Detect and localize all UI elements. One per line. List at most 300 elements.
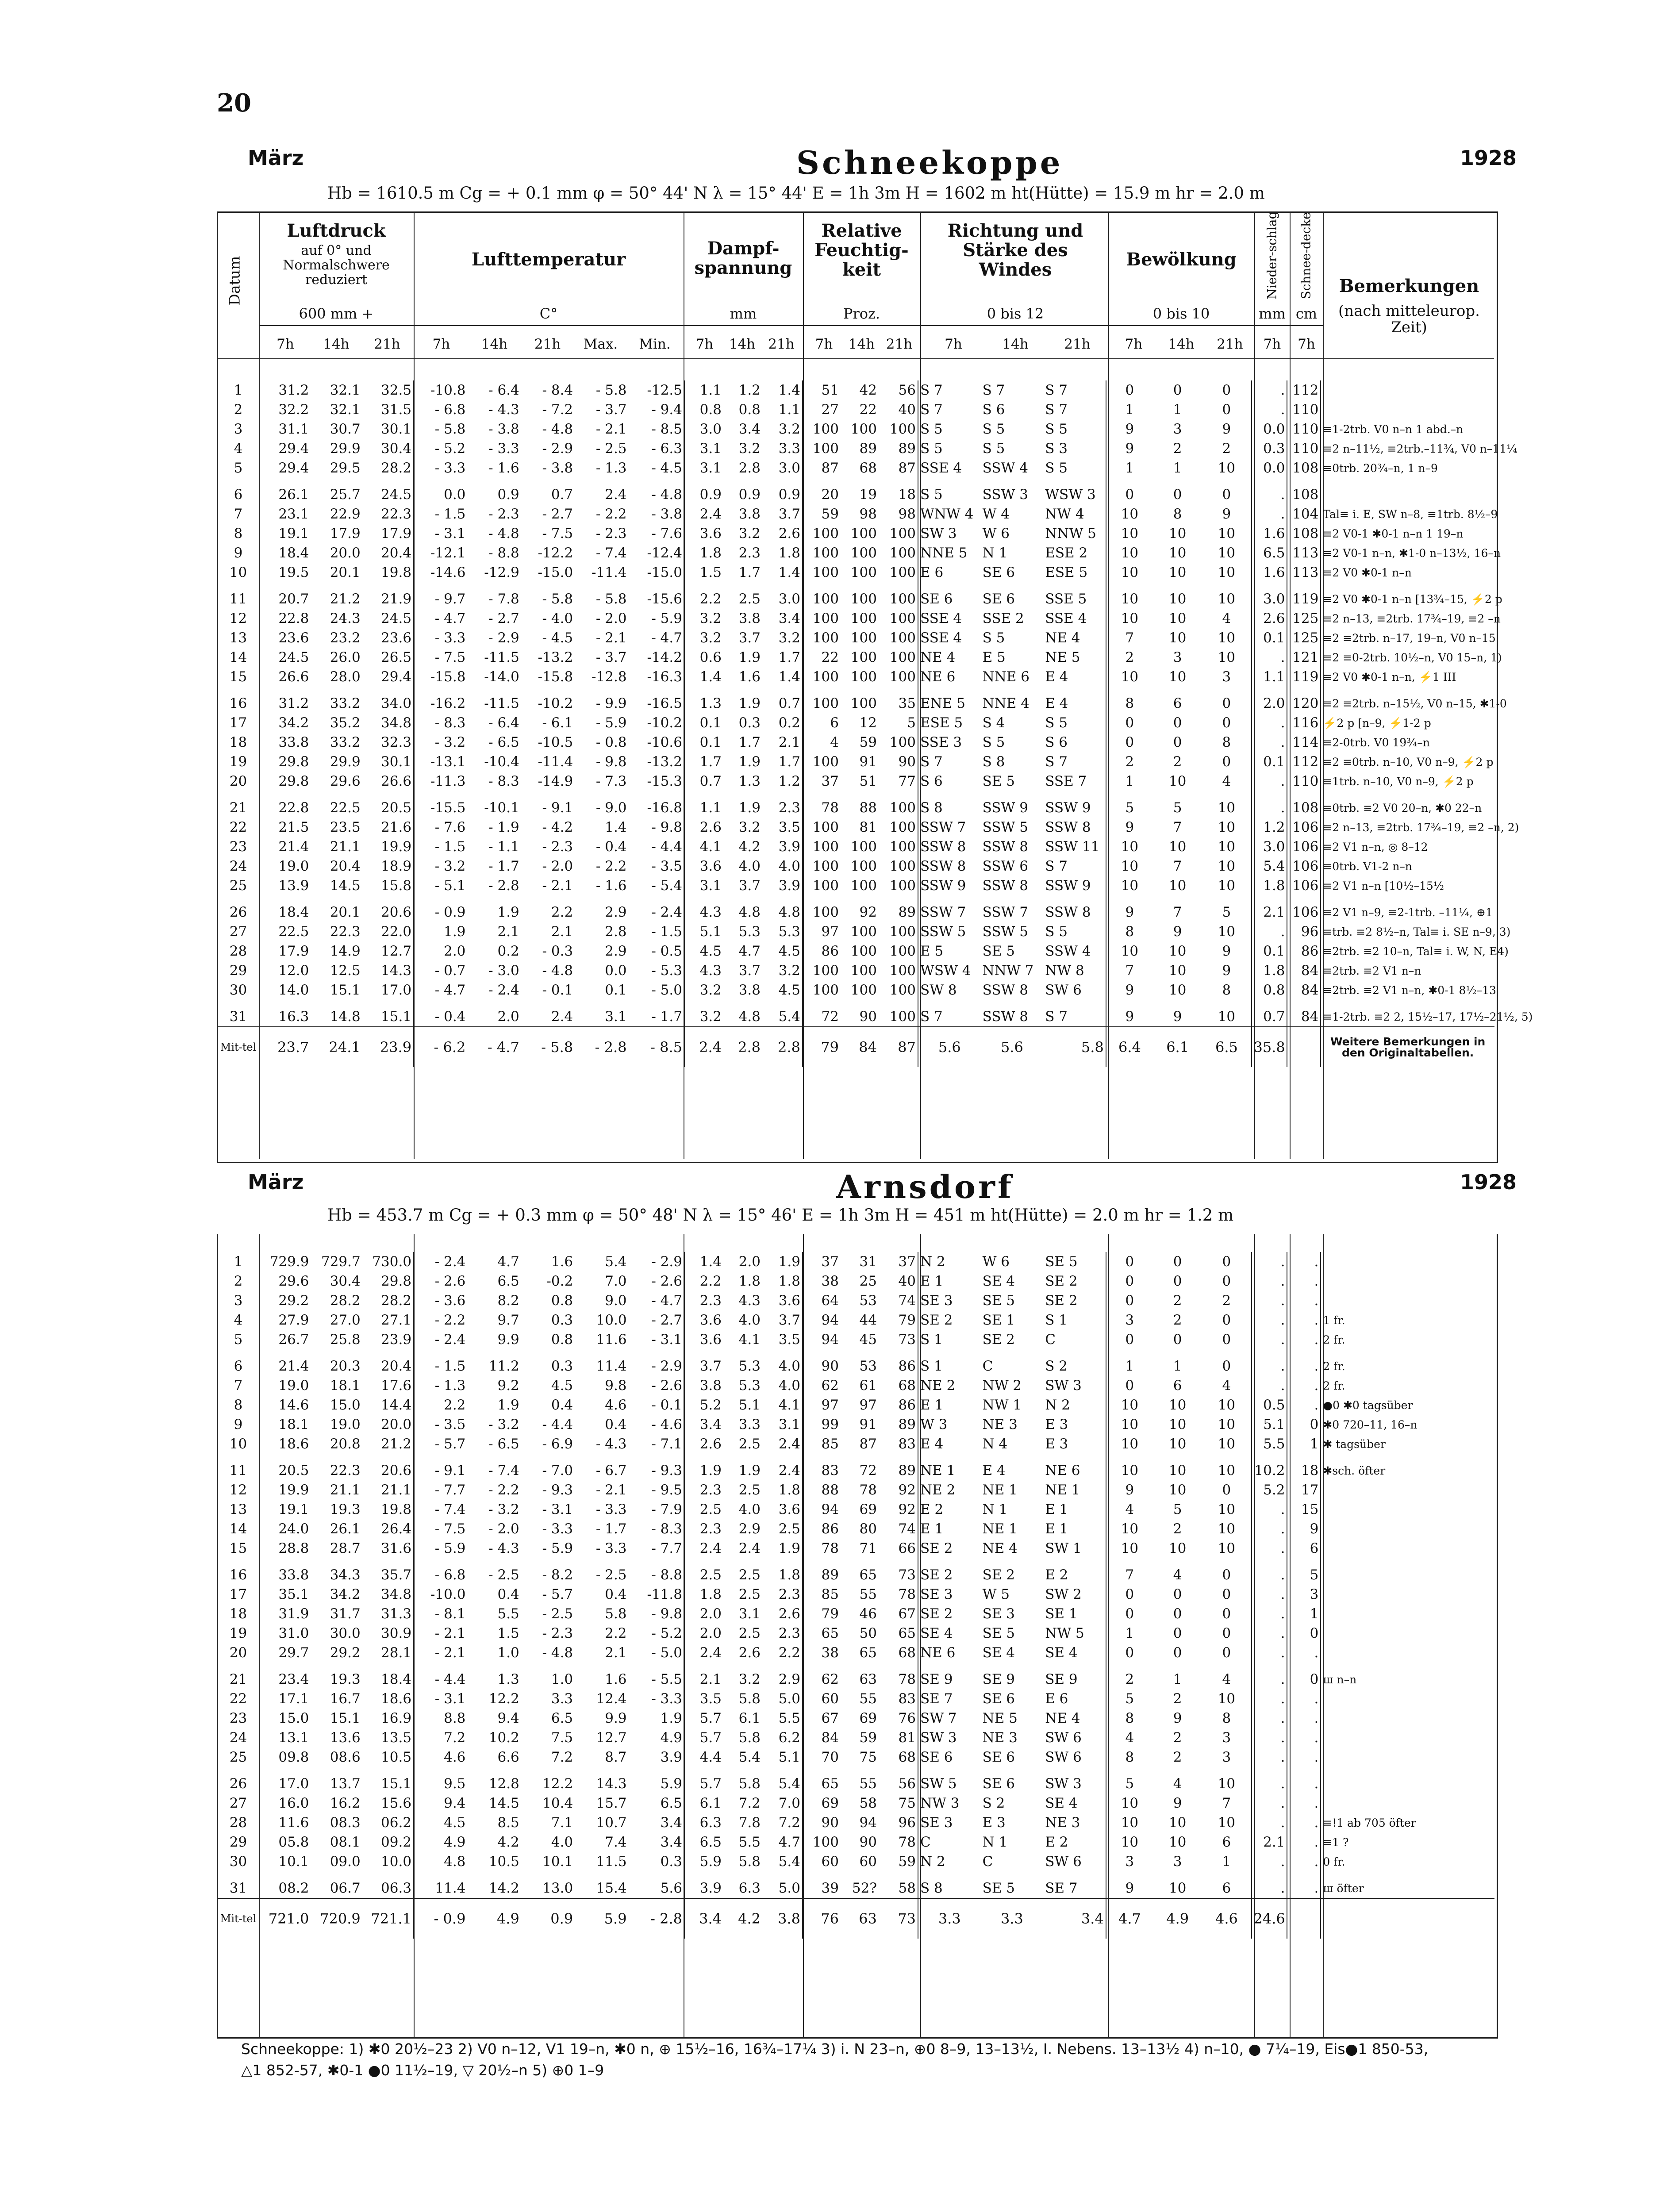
schneekoppe-temp-14h: - 7.8: [488, 591, 519, 607]
arnsdorf-bew-14h: 0: [1173, 1625, 1182, 1641]
schneekoppe-table: [218, 380, 1533, 1067]
arnsdorf-temp-max: - 1.7: [595, 1521, 627, 1537]
arnsdorf-wind-21h: SE 5: [1045, 1253, 1078, 1270]
arnsdorf-luftdruck-14h: 13.7: [330, 1775, 361, 1792]
schneekoppe-bemerkungen: ≡2 ≡2trb. n–15½, V0 n–15, ✱1-0: [1321, 687, 1494, 713]
arnsdorf-dampf-7h: 2.2: [684, 1271, 723, 1291]
schneekoppe-temp-21h: -10.2: [538, 695, 573, 711]
schneekoppe-dampf-7h: 1.3: [684, 687, 723, 713]
arnsdorf-luftdruck-14h: 26.1: [330, 1521, 361, 1537]
schneekoppe-temp-21h: - 4.0: [542, 610, 573, 626]
arnsdorf-dampf-7h: 6.3: [684, 1813, 723, 1832]
arnsdorf-feucht-7h: 39: [803, 1871, 841, 1898]
schneekoppe-feucht-21h: 89: [898, 904, 916, 920]
schneekoppe-niederschlag: 1.8: [1252, 876, 1287, 895]
schneekoppe-bew-14h: 10: [1168, 943, 1187, 959]
arnsdorf-schneedecke: 1: [1287, 1434, 1321, 1454]
arnsdorf-feucht-21h: 68: [898, 1377, 916, 1394]
schneekoppe-mittel-cell: 24.1: [311, 1027, 362, 1067]
schneekoppe-dampf-14h: 4.8: [738, 904, 761, 920]
schneekoppe-feucht-14h: 100: [850, 962, 877, 979]
schneekoppe-feucht-7h: 100: [803, 667, 841, 687]
schneekoppe-temp-min: - 4.4: [651, 838, 682, 855]
schneekoppe-datum: 11: [229, 591, 247, 607]
schneekoppe-temp-min: -10.2: [647, 714, 682, 731]
schneekoppe-temp-14h: - 3.0: [488, 962, 519, 979]
arnsdorf-temp-min: - 7.9: [651, 1501, 682, 1517]
schneekoppe-dampf-14h: 1.3: [738, 773, 761, 789]
arnsdorf-feucht-14h: 97: [859, 1397, 877, 1413]
schneekoppe-datum: 15: [229, 668, 247, 685]
schneekoppe-wind-14h: S 5: [982, 421, 1005, 437]
arnsdorf-dampf-7h: 5.7: [684, 1767, 723, 1793]
arnsdorf-luftdruck-21h: 34.8: [381, 1586, 412, 1602]
schneekoppe-wind-7h: SE 6: [918, 582, 981, 609]
schneekoppe-dampf-7h: 2.6: [684, 818, 723, 837]
schneekoppe-bew-21h: 9: [1222, 943, 1231, 959]
schneekoppe-wind-21h: SSW 8: [1045, 904, 1091, 920]
schneekoppe-luftdruck-7h: 29.4: [259, 439, 311, 458]
arnsdorf-temp-14h: 12.2: [488, 1690, 519, 1707]
schneekoppe-bemerkungen: ≡2 n–13, ≡2trb. 17¾–19, ≡2 –n, 2): [1321, 818, 1494, 837]
arnsdorf-wind-14h: E 4: [982, 1462, 1006, 1479]
arnsdorf-mittel-cell: 24.6: [1252, 1898, 1287, 1939]
arnsdorf-wind-7h: NE 6: [918, 1643, 981, 1663]
schneekoppe-bemerkungen: ≡2trb. ≡2 10–n, Tal≡ i. W, N, E4): [1321, 941, 1494, 961]
arnsdorf-feucht-14h: 87: [859, 1436, 877, 1452]
schneekoppe-bew-21h: 4: [1222, 773, 1231, 789]
arnsdorf-temp-7h: - 7.5: [414, 1519, 467, 1539]
schneekoppe-wind-14h: W 4: [982, 506, 1010, 522]
arnsdorf-bew-14h: 4: [1173, 1567, 1182, 1583]
arnsdorf-feucht-7h: 67: [803, 1709, 841, 1728]
arnsdorf-bew-21h: 10: [1218, 1501, 1236, 1517]
schneekoppe-temp-max: - 2.5: [595, 440, 627, 457]
arnsdorf-wind-21h: SW 3: [1045, 1377, 1082, 1394]
schneekoppe-temp-max: - 1.6: [595, 877, 627, 894]
schneekoppe-bemerkungen: ≡2 V0 ✱0-1 n–n [13¾–15, ⚡2 p: [1321, 582, 1494, 609]
arnsdorf-dampf-7h: 2.1: [684, 1663, 723, 1689]
schneekoppe-wind-21h: S 7: [1045, 382, 1068, 398]
arnsdorf-feucht-7h: 94: [803, 1500, 841, 1519]
schneekoppe-temp-7h: - 7.5: [414, 648, 467, 667]
arnsdorf-dampf-14h: 2.5: [738, 1586, 761, 1602]
schneekoppe-schneedecke: 119: [1287, 667, 1321, 687]
schneekoppe-temp-21h: - 4.2: [542, 819, 573, 835]
schneekoppe-feucht-14h: 100: [850, 591, 877, 607]
arnsdorf-bew-7h: 0: [1106, 1330, 1153, 1349]
schneekoppe-luftdruck-21h: 22.3: [381, 506, 412, 522]
arnsdorf-temp-21h: - 5.9: [542, 1540, 573, 1556]
schneekoppe-bew-21h: 2: [1222, 440, 1231, 457]
arnsdorf-wind-7h: SE 6: [918, 1747, 981, 1767]
schneekoppe-temp-21h: - 5.8: [542, 591, 573, 607]
arnsdorf-mittel-cell: 63: [841, 1898, 879, 1939]
arnsdorf-feucht-21h: 79: [898, 1312, 916, 1328]
arnsdorf-dampf-21h: 2.6: [778, 1605, 801, 1622]
schneekoppe-luftdruck-14h: 32.1: [330, 382, 361, 398]
arnsdorf-wind-7h: NE 2: [918, 1480, 981, 1500]
arnsdorf-bew-7h: 10: [1106, 1519, 1153, 1539]
arnsdorf-feucht-7h: 60: [803, 1689, 841, 1709]
schneekoppe-feucht-7h: 100: [803, 876, 841, 895]
schneekoppe-feucht-21h: 100: [889, 545, 916, 561]
schneekoppe-luftdruck-14h: 21.2: [330, 591, 361, 607]
arnsdorf-luftdruck-7h: 28.8: [259, 1539, 311, 1558]
arnsdorf-bew-7h: 2: [1106, 1663, 1153, 1689]
schneekoppe-temp-min: - 1.5: [651, 923, 682, 940]
arnsdorf-wind-21h: SW 6: [1045, 1749, 1082, 1765]
arnsdorf-wind-14h: NW 2: [982, 1377, 1022, 1394]
schneekoppe-datum: 26: [229, 904, 247, 920]
schneekoppe-temp-7h: 0.0: [414, 478, 467, 504]
arnsdorf-row-19: [218, 1624, 1494, 1643]
schneekoppe-luftdruck-7h: 31.2: [259, 380, 311, 400]
schneekoppe-datum: 21: [229, 799, 247, 816]
schneekoppe-wind-14h: SE 5: [982, 943, 1015, 959]
arnsdorf-schneedecke: 6: [1287, 1539, 1321, 1558]
schneekoppe-feucht-14h: 22: [859, 401, 877, 418]
schneekoppe-dampf-21h: 0.7: [778, 695, 801, 711]
schneekoppe-dampf-14h: 0.3: [738, 714, 761, 731]
schneekoppe-dampf-21h: 3.5: [778, 819, 801, 835]
arnsdorf-feucht-7h: 90: [803, 1349, 841, 1376]
schneekoppe-dampf-7h: 3.1: [684, 439, 723, 458]
arnsdorf-temp-min: - 5.5: [651, 1671, 682, 1687]
arnsdorf-dampf-7h: 5.7: [684, 1728, 723, 1747]
arnsdorf-datum: 6: [234, 1358, 243, 1374]
arnsdorf-bew-14h: 0: [1173, 1644, 1182, 1661]
schneekoppe-wind-21h: S 5: [1045, 421, 1068, 437]
arnsdorf-feucht-7h: 90: [803, 1813, 841, 1832]
schneekoppe-luftdruck-14h: 22.5: [330, 799, 361, 816]
schneekoppe-wind-7h: S 5: [918, 478, 981, 504]
arnsdorf-temp-7h: 11.4: [414, 1871, 467, 1898]
schneekoppe-temp-21h: -13.2: [538, 649, 573, 665]
arnsdorf-feucht-14h: 75: [859, 1749, 877, 1765]
arnsdorf-temp-max: 7.0: [605, 1273, 627, 1289]
schneekoppe-niederschlag: 0.1: [1252, 752, 1287, 772]
arnsdorf-temp-min: - 9.8: [651, 1605, 682, 1622]
schneekoppe-schneedecke: 108: [1287, 524, 1321, 543]
schneekoppe-feucht-14h: 100: [850, 943, 877, 959]
arnsdorf-constants: Hb = 453.7 m Cg = + 0.3 mm φ = 50° 48' N λ = 15° 46' E = 1h 3m H = 451 m ht(Hütte) = 2.0 m hr = 1.2 m: [327, 1206, 1234, 1225]
schneekoppe-temp-14h: 0.2: [497, 943, 519, 959]
schneekoppe-luftdruck-7h: 26.6: [259, 667, 311, 687]
schneekoppe-dampf-21h: 0.2: [778, 714, 801, 731]
schneekoppe-mittel-cell: 79: [803, 1027, 841, 1067]
arnsdorf-luftdruck-21h: 20.0: [381, 1416, 412, 1432]
schneekoppe-temp-max: - 0.8: [595, 734, 627, 750]
arnsdorf-row-9: [218, 1415, 1494, 1434]
schneekoppe-luftdruck-7h: 22.8: [259, 609, 311, 628]
schneekoppe-temp-14h: -10.4: [484, 753, 519, 770]
schneekoppe-luftdruck-14h: 22.9: [330, 506, 361, 522]
schneekoppe-wind-14h: SSW 8: [982, 838, 1028, 855]
arnsdorf-wind-14h: NW 1: [982, 1397, 1022, 1413]
arnsdorf-wind-21h: SW 6: [1045, 1729, 1082, 1746]
schneekoppe-dampf-7h: 1.1: [684, 791, 723, 818]
arnsdorf-bew-14h: 9: [1173, 1795, 1182, 1811]
schneekoppe-row-21: [218, 791, 1494, 818]
arnsdorf-dampf-21h: 2.4: [778, 1436, 801, 1452]
schneekoppe-bemerkungen: ≡0trb. 20¾–n, 1 n–9: [1321, 458, 1494, 478]
schneekoppe-dampf-21h: 3.9: [778, 877, 801, 894]
schneekoppe-dampf-21h: 4.8: [778, 904, 801, 920]
schneekoppe-wind-7h: E 5: [918, 941, 981, 961]
arnsdorf-wind-21h: SE 7: [1045, 1880, 1078, 1896]
schneekoppe-mittel-cell: 5.8: [1043, 1027, 1106, 1067]
arnsdorf-row-26: [218, 1767, 1494, 1793]
schneekoppe-dampf-21h: 3.0: [778, 460, 801, 476]
schneekoppe-bew-14h: 7: [1173, 819, 1182, 835]
arnsdorf-dampf-7h: 6.5: [684, 1832, 723, 1852]
schneekoppe-temp-max: 2.9: [605, 943, 627, 959]
schneekoppe-mittel-cell: 23.7: [259, 1027, 311, 1067]
arnsdorf-luftdruck-7h: 23.4: [259, 1663, 311, 1689]
schneekoppe-wind-14h: SSW 8: [982, 982, 1028, 998]
arnsdorf-dampf-14h: 2.5: [738, 1567, 761, 1583]
arnsdorf-schneedecke: .: [1287, 1252, 1321, 1271]
arnsdorf-temp-max: 0.4: [605, 1586, 627, 1602]
schneekoppe-row-5: [218, 458, 1494, 478]
schneekoppe-bemerkungen: ≡0trb. V1-2 n–n: [1321, 856, 1494, 876]
header-dampf: Dampf-spannung: [694, 238, 792, 278]
arnsdorf-dampf-7h: 3.8: [684, 1376, 723, 1395]
schneekoppe-luftdruck-7h: 22.5: [259, 922, 311, 941]
arnsdorf-datum: 5: [234, 1331, 243, 1348]
schneekoppe-luftdruck-21h: 23.6: [381, 630, 412, 646]
schneekoppe-feucht-14h: 42: [859, 382, 877, 398]
schneekoppe-feucht-7h: 72: [803, 1000, 841, 1027]
arnsdorf-schneedecke: .: [1287, 1747, 1321, 1767]
schneekoppe-schneedecke: 108: [1287, 458, 1321, 478]
schneekoppe-mittel-cell: 5.6: [981, 1027, 1044, 1067]
schneekoppe-wind-21h: S 5: [1045, 714, 1068, 731]
schneekoppe-niederschlag: .: [1252, 380, 1287, 400]
schneekoppe-bemerkungen: ≡2trb. ≡2 V1 n–n, ✱0-1 8½–13: [1321, 980, 1494, 1000]
arnsdorf-temp-21h: 0.3: [551, 1312, 573, 1328]
arnsdorf-dampf-7h: 2.0: [684, 1624, 723, 1643]
schneekoppe-feucht-7h: 100: [803, 439, 841, 458]
schneekoppe-niederschlag: .: [1252, 400, 1287, 419]
schneekoppe-niederschlag: .: [1252, 772, 1287, 791]
arnsdorf-row-18: [218, 1604, 1494, 1624]
schneekoppe-temp-max: 2.8: [605, 923, 627, 940]
schneekoppe-bew-7h: 10: [1106, 609, 1153, 628]
arnsdorf-luftdruck-7h: 09.8: [259, 1747, 311, 1767]
schneekoppe-wind-7h: S 7: [918, 380, 981, 400]
arnsdorf-bemerkungen: [1321, 1689, 1494, 1709]
arnsdorf-temp-14h: - 2.5: [488, 1567, 519, 1583]
arnsdorf-feucht-14h: 58: [859, 1795, 877, 1811]
arnsdorf-bemerkungen: ●0 ✱0 tagsüber: [1321, 1395, 1494, 1415]
schneekoppe-dampf-14h: 1.2: [738, 382, 761, 398]
schneekoppe-dampf-21h: 1.7: [778, 649, 801, 665]
schneekoppe-wind-7h: S 7: [918, 752, 981, 772]
arnsdorf-wind-21h: E 3: [1045, 1436, 1068, 1452]
arnsdorf-datum: 3: [234, 1292, 243, 1309]
schneekoppe-niederschlag: 0.3: [1252, 439, 1287, 458]
arnsdorf-temp-7h: - 2.1: [414, 1643, 467, 1663]
arnsdorf-bew-14h: 2: [1173, 1312, 1182, 1328]
schneekoppe-wind-21h: E 4: [1045, 695, 1068, 711]
schneekoppe-bew-7h: 1: [1106, 458, 1153, 478]
arnsdorf-temp-7h: - 8.1: [414, 1604, 467, 1624]
arnsdorf-feucht-14h: 53: [859, 1358, 877, 1374]
schneekoppe-wind-14h: W 6: [982, 525, 1010, 541]
arnsdorf-bew-7h: 8: [1106, 1747, 1153, 1767]
schneekoppe-feucht-21h: 100: [889, 610, 916, 626]
schneekoppe-temp-7h: - 5.2: [414, 439, 467, 458]
arnsdorf-bew-21h: 7: [1222, 1795, 1231, 1811]
arnsdorf-luftdruck-7h: 19.0: [259, 1376, 311, 1395]
schneekoppe-schneedecke: 106: [1287, 895, 1321, 922]
schneekoppe-temp-14h: - 6.4: [488, 382, 519, 398]
schneekoppe-feucht-21h: 100: [889, 982, 916, 998]
header-nied-unit: mm: [1259, 305, 1286, 322]
schneekoppe-feucht-7h: 78: [803, 791, 841, 818]
schneekoppe-luftdruck-21h: 31.5: [381, 401, 412, 418]
arnsdorf-wind-7h: C: [918, 1832, 981, 1852]
arnsdorf-luftdruck-14h: 08.6: [330, 1749, 361, 1765]
schneekoppe-bew-7h: 9: [1106, 895, 1153, 922]
arnsdorf-row-1: [218, 1252, 1494, 1271]
arnsdorf-feucht-14h: 65: [859, 1567, 877, 1583]
schneekoppe-mittel-cell: 6.4: [1106, 1027, 1153, 1067]
arnsdorf-dampf-21h: 3.7: [778, 1312, 801, 1328]
schneekoppe-wind-7h: SSW 7: [918, 895, 981, 922]
schneekoppe-bemerkungen: ≡2 V0-1 n–n, ✱1-0 n–13½, 16–n: [1321, 543, 1494, 563]
arnsdorf-bew-21h: 10: [1218, 1397, 1236, 1413]
schneekoppe-temp-7h: -13.1: [414, 752, 467, 772]
schneekoppe-feucht-21h: 40: [898, 401, 916, 418]
arnsdorf-wind-21h: SW 6: [1045, 1853, 1082, 1870]
schneekoppe-bew-7h: 2: [1106, 752, 1153, 772]
arnsdorf-temp-7h: - 5.7: [414, 1434, 467, 1454]
arnsdorf-luftdruck-14h: 34.2: [330, 1586, 361, 1602]
schneekoppe-dampf-7h: 5.1: [684, 922, 723, 941]
arnsdorf-datum: 19: [229, 1625, 247, 1641]
arnsdorf-temp-14h: 4.7: [497, 1253, 519, 1270]
arnsdorf-feucht-21h: 65: [898, 1625, 916, 1641]
arnsdorf-temp-21h: - 5.7: [542, 1586, 573, 1602]
arnsdorf-niederschlag: .: [1252, 1330, 1287, 1349]
arnsdorf-luftdruck-14h: 30.0: [330, 1625, 361, 1641]
arnsdorf-temp-14h: 1.3: [497, 1671, 519, 1687]
arnsdorf-temp-max: - 2.1: [595, 1482, 627, 1498]
arnsdorf-niederschlag: .: [1252, 1709, 1287, 1728]
schneekoppe-luftdruck-21h: 26.5: [381, 649, 412, 665]
schneekoppe-bew-14h: 10: [1168, 610, 1187, 626]
arnsdorf-temp-14h: - 2.0: [488, 1521, 519, 1537]
arnsdorf-feucht-14h: 90: [859, 1834, 877, 1850]
schneekoppe-luftdruck-21h: 19.8: [381, 564, 412, 580]
arnsdorf-schneedecke: 1: [1287, 1604, 1321, 1624]
schneekoppe-feucht-14h: 12: [859, 714, 877, 731]
arnsdorf-feucht-14h: 72: [859, 1462, 877, 1479]
arnsdorf-temp-21h: 7.5: [551, 1729, 573, 1746]
arnsdorf-wind-7h: S 1: [918, 1349, 981, 1376]
arnsdorf-schneedecke: .: [1287, 1852, 1321, 1871]
arnsdorf-luftdruck-7h: 05.8: [259, 1832, 311, 1852]
arnsdorf-luftdruck-7h: 11.6: [259, 1813, 311, 1832]
schneekoppe-luftdruck-14h: 14.9: [330, 943, 361, 959]
schneekoppe-temp-14h: - 4.8: [488, 525, 519, 541]
arnsdorf-luftdruck-7h: 18.6: [259, 1434, 311, 1454]
arnsdorf-wind-21h: S 2: [1045, 1358, 1068, 1374]
arnsdorf-bew-21h: 3: [1222, 1749, 1231, 1765]
arnsdorf-dampf-21h: 5.5: [778, 1710, 801, 1726]
schneekoppe-bew-7h: 7: [1106, 961, 1153, 980]
arnsdorf-luftdruck-21h: 35.7: [381, 1567, 412, 1583]
arnsdorf-niederschlag: 5.2: [1252, 1480, 1287, 1500]
schneekoppe-wind-21h: S 7: [1045, 401, 1068, 418]
schneekoppe-luftdruck-7h: 31.2: [259, 687, 311, 713]
schneekoppe-luftdruck-21h: 21.6: [381, 819, 412, 835]
schneekoppe-dampf-7h: 1.8: [684, 543, 723, 563]
arnsdorf-bew-7h: 5: [1106, 1689, 1153, 1709]
arnsdorf-bemerkungen: [1321, 1252, 1494, 1271]
schneekoppe-year: 1928: [1460, 146, 1517, 170]
schneekoppe-luftdruck-7h: 29.4: [259, 458, 311, 478]
schneekoppe-feucht-7h: 51: [803, 380, 841, 400]
arnsdorf-row-21: [218, 1663, 1494, 1689]
arnsdorf-wind-21h: NE 3: [1045, 1814, 1080, 1831]
arnsdorf-bew-7h: 10: [1106, 1793, 1153, 1813]
schneekoppe-bew-14h: 10: [1168, 877, 1187, 894]
arnsdorf-luftdruck-14h: 15.1: [330, 1710, 361, 1726]
schneekoppe-feucht-7h: 27: [803, 400, 841, 419]
arnsdorf-niederschlag: .: [1252, 1310, 1287, 1330]
schneekoppe-dampf-7h: 4.3: [684, 961, 723, 980]
arnsdorf-schneedecke: 18: [1287, 1454, 1321, 1480]
arnsdorf-dampf-7h: 1.8: [684, 1585, 723, 1604]
arnsdorf-niederschlag: 5.5: [1252, 1434, 1287, 1454]
arnsdorf-mittel-cell: Mit-tel: [218, 1898, 259, 1939]
arnsdorf-bew-14h: 10: [1168, 1416, 1187, 1432]
arnsdorf-wind-7h: SE 7: [918, 1689, 981, 1709]
schneekoppe-luftdruck-14h: 22.3: [330, 923, 361, 940]
schneekoppe-niederschlag: 0.0: [1252, 419, 1287, 439]
arnsdorf-niederschlag: .: [1252, 1519, 1287, 1539]
schneekoppe-schneedecke: 112: [1287, 380, 1321, 400]
arnsdorf-dampf-21h: 2.4: [778, 1462, 801, 1479]
schneekoppe-feucht-14h: 100: [850, 923, 877, 940]
arnsdorf-row-25: [218, 1747, 1494, 1767]
arnsdorf-luftdruck-21h: 31.6: [381, 1540, 412, 1556]
schneekoppe-schneedecke: 84: [1287, 1000, 1321, 1027]
arnsdorf-temp-min: - 5.0: [651, 1644, 682, 1661]
arnsdorf-luftdruck-7h: 26.7: [259, 1330, 311, 1349]
schneekoppe-bew-7h: 10: [1106, 524, 1153, 543]
schneekoppe-schneedecke: 119: [1287, 582, 1321, 609]
schneekoppe-luftdruck-21h: 15.1: [381, 1008, 412, 1025]
schneekoppe-temp-max: - 2.1: [595, 630, 627, 646]
schneekoppe-temp-14h: 2.0: [497, 1008, 519, 1025]
schneekoppe-temp-min: - 0.5: [651, 943, 682, 959]
arnsdorf-dampf-21h: 7.0: [778, 1795, 801, 1811]
arnsdorf-niederschlag: .: [1252, 1871, 1287, 1898]
schneekoppe-row-2: [218, 400, 1494, 419]
schneekoppe-row-3: [218, 419, 1494, 439]
arnsdorf-luftdruck-21h: 18.4: [381, 1671, 412, 1687]
schneekoppe-schneedecke: 110: [1287, 419, 1321, 439]
schneekoppe-mittel-cell: - 2.8: [575, 1027, 628, 1067]
schneekoppe-bew-14h: 0: [1173, 714, 1182, 731]
arnsdorf-luftdruck-14h: 30.4: [330, 1273, 361, 1289]
arnsdorf-wind-14h: S 2: [982, 1795, 1005, 1811]
